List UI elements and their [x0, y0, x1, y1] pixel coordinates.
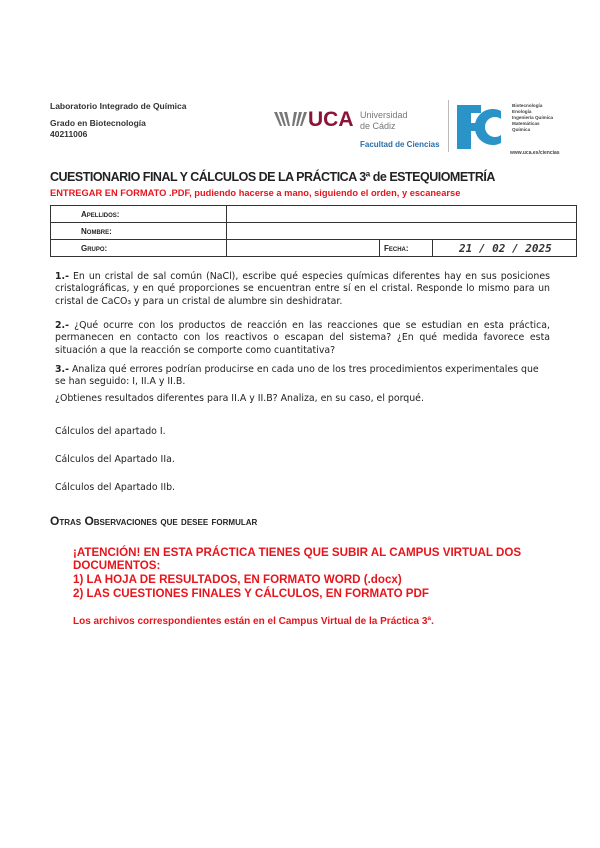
fecha-value: 21 / 02 / 2025 [459, 241, 552, 255]
lab-name: Laboratorio Integrado de Química [50, 101, 187, 111]
uca-wordmark: UCA [308, 108, 354, 131]
calc-apartado-i: Cálculos del apartado I. [55, 426, 166, 437]
notice-line-5: Los archivos correspondientes están en el Campus Virtual de la Práctica 3ª. [73, 616, 434, 627]
fc-list-item: Ingeniería Química [512, 115, 554, 120]
degree-name: Grado en Biotecnología [50, 118, 146, 128]
notice-line-2: DOCUMENTOS: [73, 559, 161, 572]
fc-list-item: Matemáticas [512, 121, 540, 126]
question-3 [55, 364, 550, 389]
course-code: 40211006 [50, 129, 88, 139]
nombre-label: Nombre: [51, 223, 227, 240]
question-2 [55, 320, 550, 357]
question-2-text: ¿Qué ocurre con los productos de reacción en las reacciones que se estudian en esta práctica, permanecen en contacto con los reactivos o escapan del sistema? ¿En qué medida favorece esta situación a que la reacción se comporte como cuantitativa? [55, 320, 550, 356]
student-info-table [50, 205, 577, 257]
uca-logo [268, 100, 449, 152]
calc-apartado-iia: Cálculos del Apartado IIa. [55, 454, 175, 465]
fc-url: www.uca.es/ciencias [510, 150, 560, 156]
page-subtitle: ENTREGAR EN FORMATO .PDF, pudiendo hacerse a mano, siguiendo el orden, y escanearse [50, 188, 461, 198]
question-1 [55, 271, 550, 308]
notice-line-1: ¡ATENCIÓN! EN ESTA PRÁCTICA TIENES QUE SUBIR AL CAMPUS VIRTUAL DOS [73, 546, 522, 559]
fc-list-item: Química [512, 127, 531, 132]
grupo-field[interactable] [227, 240, 380, 257]
fecha-label: Fecha: [380, 240, 433, 257]
apellidos-field[interactable] [227, 206, 577, 223]
question-2-number: 2.- [55, 320, 69, 331]
question-3-part2: ¿Obtienes resultados diferentes para II.A y II.B? Analiza, en su caso, el porqué. [55, 393, 424, 404]
apellidos-label: Apellidos: [51, 206, 227, 223]
grupo-label: Grupo: [51, 240, 227, 257]
uca-emblem-icon [272, 108, 312, 130]
fc-list-item: Biotecnología [512, 103, 543, 108]
university-line2: de Cádiz [360, 121, 396, 131]
question-1-number: 1.- [55, 271, 69, 282]
notice-line-3: 1) LA HOJA DE RESULTADOS, EN FORMATO WORD (.docx) [73, 573, 402, 586]
observaciones-heading: Otras Observaciones que desee formular [50, 514, 258, 528]
calc-apartado-iib: Cálculos del Apartado IIb. [55, 482, 176, 493]
question-1-text: En un cristal de sal común (NaCl), escribe qué especies químicas diferentes hay en sus posiciones cristalográficas, y en qué proporciones se encuentran entre sí en el cristal. Responde lo mismo para un cristal de CaCO₃ y para un cristal de alumbre sin deshidratar. [55, 271, 550, 307]
fecha-field[interactable] [433, 240, 577, 257]
fc-degree-list [512, 103, 553, 133]
question-3-number: 3.- [55, 364, 69, 375]
fc-logo-icon [455, 103, 503, 151]
notice-line-4: 2) LAS CUESTIONES FINALES Y CÁLCULOS, EN FORMATO PDF [73, 587, 429, 600]
question-3-text: Analiza qué errores podrían producirse en cada uno de los tres procedimientos experimentales que se han seguido: I, II.A y II.B. [55, 364, 539, 388]
university-line1: Universidad [360, 110, 408, 120]
nombre-field[interactable] [227, 223, 577, 240]
page-title: CUESTIONARIO FINAL Y CÁLCULOS DE LA PRÁCTICA 3ª de ESTEQUIOMETRÍA [50, 170, 495, 184]
faculty-name: Facultad de Ciencias [360, 140, 440, 149]
fc-list-item: Enología [512, 109, 532, 114]
